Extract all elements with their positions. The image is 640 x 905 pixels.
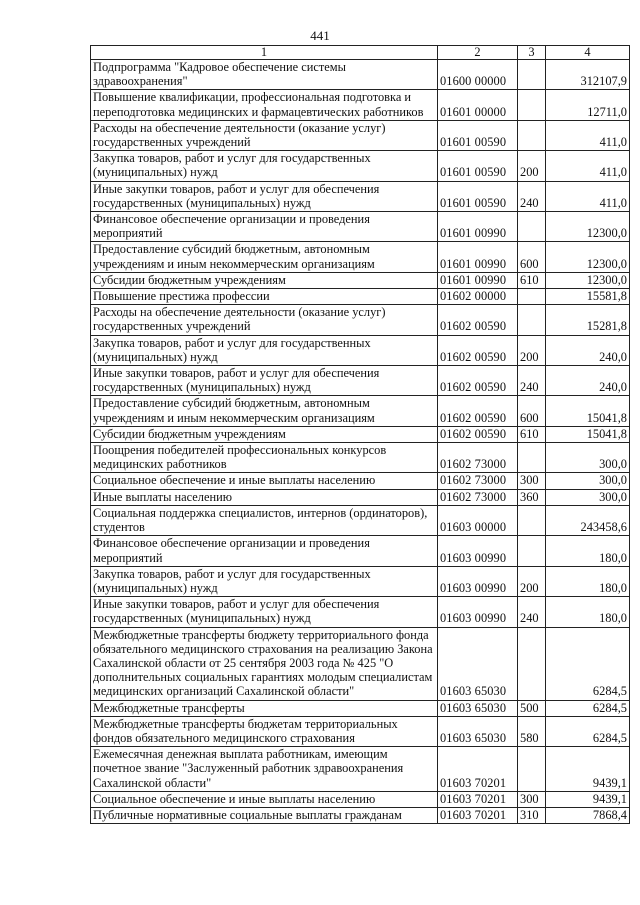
row-amount-cell: 411,0 [546, 181, 630, 211]
row-amount-cell: 6284,5 [546, 627, 630, 700]
table-row [91, 90, 630, 120]
row-amount-cell: 6284,5 [546, 700, 630, 716]
row-code-cell: 01603 70201 [438, 747, 518, 792]
table-row [91, 366, 630, 396]
row-code-cell: 01602 00590 [438, 305, 518, 335]
header-col-code: 2 [438, 46, 518, 60]
row-name-cell: Субсидии бюджетным учреждениям [91, 426, 438, 442]
row-amount-cell: 9439,1 [546, 791, 630, 807]
table-row [91, 120, 630, 150]
page-number: 441 [310, 28, 330, 43]
row-name-cell: Межбюджетные трансферты [91, 700, 438, 716]
row-name-cell: Ежемесячная денежная выплата работникам, имеющим почетное звание "Заслуженный работник здравоохранения Сахалинской области" [91, 747, 438, 792]
row-code-cell: 01603 00000 [438, 505, 518, 535]
row-code-cell: 01601 00990 [438, 272, 518, 288]
row-amount-cell: 15581,8 [546, 289, 630, 305]
row-code-cell: 01603 65030 [438, 716, 518, 746]
row-amount-cell: 180,0 [546, 597, 630, 627]
row-expense-type-cell: 240 [518, 181, 546, 211]
row-expense-type-cell: 610 [518, 272, 546, 288]
row-name-cell: Повышение престижа профессии [91, 289, 438, 305]
row-expense-type-cell [518, 627, 546, 700]
row-name-cell: Предоставление субсидий бюджетным, автономным учреждениям и иным некоммерческим организациям [91, 396, 438, 426]
header-col-vr: 3 [518, 46, 546, 60]
row-code-cell: 01602 00590 [438, 396, 518, 426]
table-row [91, 289, 630, 305]
row-code-cell: 01603 00990 [438, 536, 518, 566]
row-amount-cell: 6284,5 [546, 716, 630, 746]
row-amount-cell: 12300,0 [546, 272, 630, 288]
row-name-cell: Иные закупки товаров, работ и услуг для обеспечения государственных (муниципальных) нужд [91, 366, 438, 396]
row-code-cell: 01603 65030 [438, 700, 518, 716]
table-row [91, 791, 630, 807]
row-expense-type-cell: 200 [518, 151, 546, 181]
row-code-cell: 01602 00000 [438, 289, 518, 305]
table-row [91, 597, 630, 627]
table-row [91, 505, 630, 535]
table-row [91, 151, 630, 181]
table-row [91, 335, 630, 365]
row-code-cell: 01603 70201 [438, 791, 518, 807]
table-row [91, 272, 630, 288]
row-code-cell: 01601 00000 [438, 90, 518, 120]
row-name-cell: Расходы на обеспечение деятельности (оказание услуг) государственных учреждений [91, 305, 438, 335]
table-row [91, 181, 630, 211]
row-expense-type-cell: 300 [518, 791, 546, 807]
row-amount-cell: 7868,4 [546, 807, 630, 823]
table-row [91, 489, 630, 505]
row-expense-type-cell [518, 60, 546, 90]
row-code-cell: 01602 73000 [438, 443, 518, 473]
row-code-cell: 01600 00000 [438, 60, 518, 90]
row-expense-type-cell: 240 [518, 366, 546, 396]
table-row [91, 700, 630, 716]
row-code-cell: 01602 73000 [438, 489, 518, 505]
row-expense-type-cell [518, 212, 546, 242]
row-expense-type-cell [518, 289, 546, 305]
row-name-cell: Межбюджетные трансферты бюджету территориального фонда обязательного медицинского страхования на реализацию Закона Сахалинской области от 25 сентября 2003 года № 425 "О дополнительных социальных гарантиях молодым специалистам медицинских организаций Сахалинской области" [91, 627, 438, 700]
row-code-cell: 01601 00590 [438, 151, 518, 181]
row-amount-cell: 300,0 [546, 489, 630, 505]
row-code-cell: 01602 00590 [438, 366, 518, 396]
row-amount-cell: 9439,1 [546, 747, 630, 792]
row-expense-type-cell [518, 747, 546, 792]
row-name-cell: Иные закупки товаров, работ и услуг для обеспечения государственных (муниципальных) нужд [91, 597, 438, 627]
row-name-cell: Закупка товаров, работ и услуг для государственных (муниципальных) нужд [91, 151, 438, 181]
table-row [91, 536, 630, 566]
row-expense-type-cell: 310 [518, 807, 546, 823]
table-row [91, 716, 630, 746]
row-amount-cell: 411,0 [546, 151, 630, 181]
row-expense-type-cell: 240 [518, 597, 546, 627]
table-row [91, 396, 630, 426]
row-name-cell: Расходы на обеспечение деятельности (оказание услуг) государственных учреждений [91, 120, 438, 150]
row-expense-type-cell [518, 120, 546, 150]
table-row [91, 305, 630, 335]
row-code-cell: 01601 00590 [438, 120, 518, 150]
row-name-cell: Закупка товаров, работ и услуг для государственных (муниципальных) нужд [91, 566, 438, 596]
table-row [91, 627, 630, 700]
row-expense-type-cell: 360 [518, 489, 546, 505]
budget-table [90, 45, 630, 824]
row-name-cell: Подпрограмма "Кадровое обеспечение системы здравоохранения" [91, 60, 438, 90]
row-name-cell: Публичные нормативные социальные выплаты гражданам [91, 807, 438, 823]
row-code-cell: 01603 00990 [438, 566, 518, 596]
row-code-cell: 01602 00590 [438, 335, 518, 365]
table-row [91, 443, 630, 473]
row-amount-cell: 300,0 [546, 473, 630, 489]
row-amount-cell: 15041,8 [546, 426, 630, 442]
row-code-cell: 01601 00990 [438, 242, 518, 272]
row-name-cell: Финансовое обеспечение организации и проведения мероприятий [91, 536, 438, 566]
header-row [91, 46, 630, 60]
row-amount-cell: 15281,8 [546, 305, 630, 335]
row-code-cell: 01603 00990 [438, 597, 518, 627]
row-name-cell: Субсидии бюджетным учреждениям [91, 272, 438, 288]
row-amount-cell: 240,0 [546, 366, 630, 396]
row-name-cell: Закупка товаров, работ и услуг для государственных (муниципальных) нужд [91, 335, 438, 365]
row-name-cell: Социальное обеспечение и иные выплаты населению [91, 473, 438, 489]
row-code-cell: 01603 65030 [438, 627, 518, 700]
row-expense-type-cell: 200 [518, 566, 546, 596]
row-amount-cell: 15041,8 [546, 396, 630, 426]
row-expense-type-cell [518, 505, 546, 535]
row-amount-cell: 12711,0 [546, 90, 630, 120]
row-expense-type-cell [518, 305, 546, 335]
table-row [91, 212, 630, 242]
row-name-cell: Социальная поддержка специалистов, интернов (ординаторов), студентов [91, 505, 438, 535]
row-amount-cell: 312107,9 [546, 60, 630, 90]
row-expense-type-cell: 600 [518, 396, 546, 426]
row-name-cell: Повышение квалификации, профессиональная подготовка и переподготовка медицинских и фармацевтических работников [91, 90, 438, 120]
row-name-cell: Социальное обеспечение и иные выплаты населению [91, 791, 438, 807]
table-row [91, 242, 630, 272]
row-expense-type-cell [518, 443, 546, 473]
table-row [91, 807, 630, 823]
row-amount-cell: 300,0 [546, 443, 630, 473]
row-code-cell: 01601 00990 [438, 212, 518, 242]
row-amount-cell: 12300,0 [546, 212, 630, 242]
row-code-cell: 01603 70201 [438, 807, 518, 823]
row-code-cell: 01602 73000 [438, 473, 518, 489]
table-row [91, 747, 630, 792]
table-row [91, 426, 630, 442]
row-name-cell: Иные закупки товаров, работ и услуг для обеспечения государственных (муниципальных) нужд [91, 181, 438, 211]
budget-table-body [91, 46, 630, 824]
row-name-cell: Предоставление субсидий бюджетным, автономным учреждениям и иным некоммерческим организациям [91, 242, 438, 272]
table-row [91, 473, 630, 489]
row-code-cell: 01602 00590 [438, 426, 518, 442]
row-name-cell: Финансовое обеспечение организации и проведения мероприятий [91, 212, 438, 242]
row-expense-type-cell [518, 536, 546, 566]
row-expense-type-cell [518, 90, 546, 120]
row-expense-type-cell: 500 [518, 700, 546, 716]
row-expense-type-cell: 600 [518, 242, 546, 272]
header-col-name: 1 [91, 46, 438, 60]
header-col-sum: 4 [546, 46, 630, 60]
row-amount-cell: 180,0 [546, 566, 630, 596]
table-row [91, 60, 630, 90]
row-name-cell: Поощрения победителей профессиональных конкурсов медицинских работников [91, 443, 438, 473]
row-amount-cell: 240,0 [546, 335, 630, 365]
row-expense-type-cell: 300 [518, 473, 546, 489]
row-code-cell: 01601 00590 [438, 181, 518, 211]
row-amount-cell: 411,0 [546, 120, 630, 150]
row-expense-type-cell: 610 [518, 426, 546, 442]
table-row [91, 566, 630, 596]
row-name-cell: Иные выплаты населению [91, 489, 438, 505]
row-amount-cell: 180,0 [546, 536, 630, 566]
row-amount-cell: 12300,0 [546, 242, 630, 272]
row-amount-cell: 243458,6 [546, 505, 630, 535]
row-expense-type-cell: 580 [518, 716, 546, 746]
row-name-cell: Межбюджетные трансферты бюджетам территориальных фондов обязательного медицинского страхования [91, 716, 438, 746]
row-expense-type-cell: 200 [518, 335, 546, 365]
